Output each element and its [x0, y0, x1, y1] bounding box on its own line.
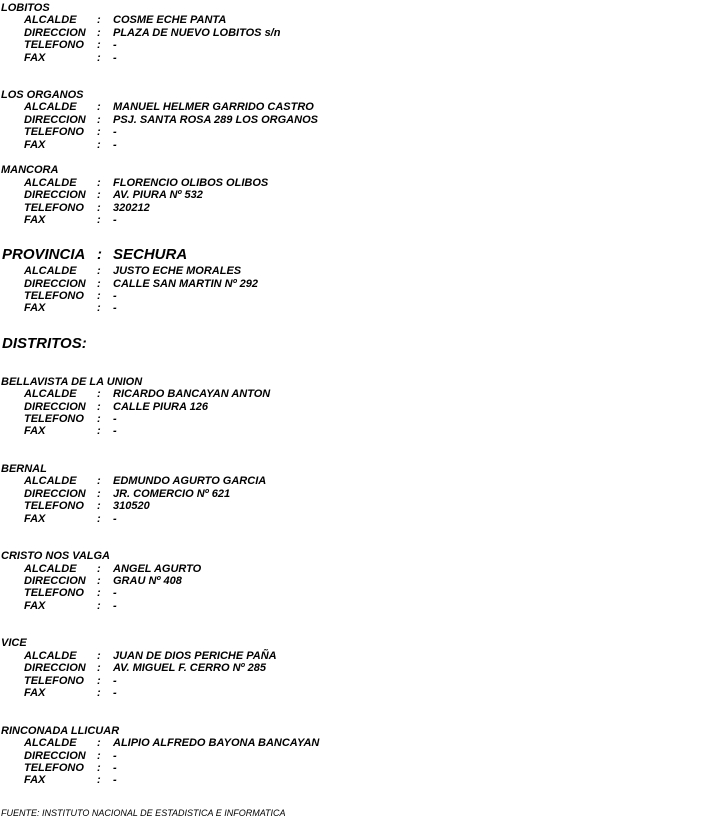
- telefono-label: TELEFONO: [24, 290, 84, 302]
- telefono-label: TELEFONO: [24, 762, 84, 774]
- separator: :: [97, 687, 101, 699]
- separator: :: [97, 202, 101, 214]
- separator: :: [97, 513, 101, 525]
- separator: :: [97, 425, 101, 437]
- entry-name: BERNAL: [1, 463, 47, 475]
- fax-value: -: [113, 513, 117, 525]
- direccion-label: DIRECCION: [24, 488, 86, 500]
- separator: :: [97, 265, 101, 277]
- direccion-value: AV. PIURA Nº 532: [113, 189, 203, 201]
- separator: :: [97, 290, 101, 302]
- separator: :: [97, 600, 101, 612]
- entry-name: VICE: [1, 637, 27, 649]
- separator: :: [97, 401, 101, 413]
- telefono-value: -: [113, 39, 117, 51]
- separator: :: [97, 14, 101, 26]
- entry-name: LOS ORGANOS: [1, 89, 84, 101]
- separator: :: [97, 39, 101, 51]
- alcalde-label: ALCALDE: [24, 737, 77, 749]
- fax-label: FAX: [24, 139, 46, 151]
- telefono-value: -: [113, 675, 117, 687]
- telefono-label: TELEFONO: [24, 39, 84, 51]
- direccion-label: DIRECCION: [24, 575, 86, 587]
- direccion-label: DIRECCION: [24, 189, 86, 201]
- fax-value: -: [113, 600, 117, 612]
- direccion-value: PSJ. SANTA ROSA 289 LOS ORGANOS: [113, 114, 318, 126]
- alcalde-value: RICARDO BANCAYAN ANTON: [113, 388, 271, 400]
- separator: :: [97, 662, 101, 674]
- telefono-value: 320212: [113, 202, 150, 214]
- entry-name: CRISTO NOS VALGA: [1, 550, 110, 562]
- telefono-value: -: [113, 126, 117, 138]
- telefono-value: -: [113, 587, 117, 599]
- alcalde-value: ANGEL AGURTO: [113, 563, 202, 575]
- direccion-value: JR. COMERCIO Nº 621: [113, 488, 231, 500]
- direccion-label: DIRECCION: [24, 27, 86, 39]
- fax-label: FAX: [24, 52, 46, 64]
- direccion-label: DIRECCION: [24, 662, 86, 674]
- alcalde-label: ALCALDE: [24, 265, 77, 277]
- separator: :: [97, 189, 101, 201]
- fax-value: -: [113, 302, 117, 314]
- fax-label: FAX: [24, 600, 46, 612]
- separator: :: [97, 278, 101, 290]
- alcalde-value: ALIPIO ALFREDO BAYONA BANCAYAN: [113, 737, 320, 749]
- direccion-label: DIRECCION: [24, 114, 86, 126]
- separator: :: [97, 650, 101, 662]
- entry-name: LOBITOS: [1, 2, 50, 14]
- direccion-value: CALLE PIURA 126: [113, 401, 208, 413]
- separator: :: [97, 675, 101, 687]
- direccion-value: GRAU Nº 408: [113, 575, 182, 587]
- telefono-value: -: [113, 290, 117, 302]
- alcalde-value: COSME ECHE PANTA: [113, 14, 227, 26]
- separator: :: [97, 246, 102, 263]
- alcalde-label: ALCALDE: [24, 14, 77, 26]
- separator: :: [97, 214, 101, 226]
- fax-value: -: [113, 687, 117, 699]
- alcalde-label: ALCALDE: [24, 101, 77, 113]
- fax-value: -: [113, 425, 117, 437]
- telefono-label: TELEFONO: [24, 675, 84, 687]
- separator: :: [97, 114, 101, 126]
- alcalde-value: JUSTO ECHE MORALES: [113, 265, 242, 277]
- distritos-heading: DISTRITOS:: [2, 335, 87, 352]
- separator: :: [97, 750, 101, 762]
- separator: :: [97, 563, 101, 575]
- alcalde-value: EDMUNDO AGURTO GARCIA: [113, 475, 267, 487]
- separator: :: [97, 177, 101, 189]
- source-footnote: FUENTE: INSTITUTO NACIONAL DE ESTADISTICA E INFORMATICA: [1, 808, 286, 818]
- fax-value: -: [113, 774, 117, 786]
- separator: :: [97, 139, 101, 151]
- direccion-label: DIRECCION: [24, 750, 86, 762]
- direccion-label: DIRECCION: [24, 278, 86, 290]
- telefono-value: 310520: [113, 500, 150, 512]
- alcalde-label: ALCALDE: [24, 475, 77, 487]
- separator: :: [97, 413, 101, 425]
- separator: :: [97, 488, 101, 500]
- provincia-label: PROVINCIA: [2, 246, 86, 263]
- fax-label: FAX: [24, 687, 46, 699]
- direccion-value: -: [113, 750, 117, 762]
- separator: :: [97, 126, 101, 138]
- alcalde-label: ALCALDE: [24, 650, 77, 662]
- direccion-value: AV. MIGUEL F. CERRO Nº 285: [113, 662, 266, 674]
- alcalde-label: ALCALDE: [24, 563, 77, 575]
- entry-name: BELLAVISTA DE LA UNION: [1, 376, 143, 388]
- fax-label: FAX: [24, 302, 46, 314]
- fax-value: -: [113, 214, 117, 226]
- separator: :: [97, 101, 101, 113]
- fax-value: -: [113, 139, 117, 151]
- telefono-value: -: [113, 762, 117, 774]
- alcalde-label: ALCALDE: [24, 388, 77, 400]
- direccion-value: PLAZA DE NUEVO LOBITOS s/n: [113, 27, 281, 39]
- direccion-value: CALLE SAN MARTIN Nº 292: [113, 278, 258, 290]
- alcalde-value: FLORENCIO OLIBOS OLIBOS: [113, 177, 269, 189]
- telefono-label: TELEFONO: [24, 202, 84, 214]
- separator: :: [97, 737, 101, 749]
- separator: :: [97, 575, 101, 587]
- separator: :: [97, 587, 101, 599]
- entry-name: RINCONADA LLICUAR: [1, 725, 120, 737]
- entry-name: MANCORA: [1, 164, 59, 176]
- telefono-label: TELEFONO: [24, 413, 84, 425]
- separator: :: [97, 774, 101, 786]
- telefono-label: TELEFONO: [24, 587, 84, 599]
- separator: :: [97, 52, 101, 64]
- separator: :: [97, 27, 101, 39]
- alcalde-label: ALCALDE: [24, 177, 77, 189]
- separator: :: [97, 500, 101, 512]
- separator: :: [97, 762, 101, 774]
- telefono-label: TELEFONO: [24, 126, 84, 138]
- telefono-label: TELEFONO: [24, 500, 84, 512]
- fax-label: FAX: [24, 513, 46, 525]
- direccion-label: DIRECCION: [24, 401, 86, 413]
- separator: :: [97, 388, 101, 400]
- separator: :: [97, 302, 101, 314]
- separator: :: [97, 475, 101, 487]
- provincia-name: SECHURA: [113, 246, 188, 263]
- fax-label: FAX: [24, 214, 46, 226]
- fax-label: FAX: [24, 425, 46, 437]
- fax-value: -: [113, 52, 117, 64]
- fax-label: FAX: [24, 774, 46, 786]
- alcalde-value: MANUEL HELMER GARRIDO CASTRO: [113, 101, 314, 113]
- alcalde-value: JUAN DE DIOS PERICHE PAÑA: [113, 650, 277, 662]
- telefono-value: -: [113, 413, 117, 425]
